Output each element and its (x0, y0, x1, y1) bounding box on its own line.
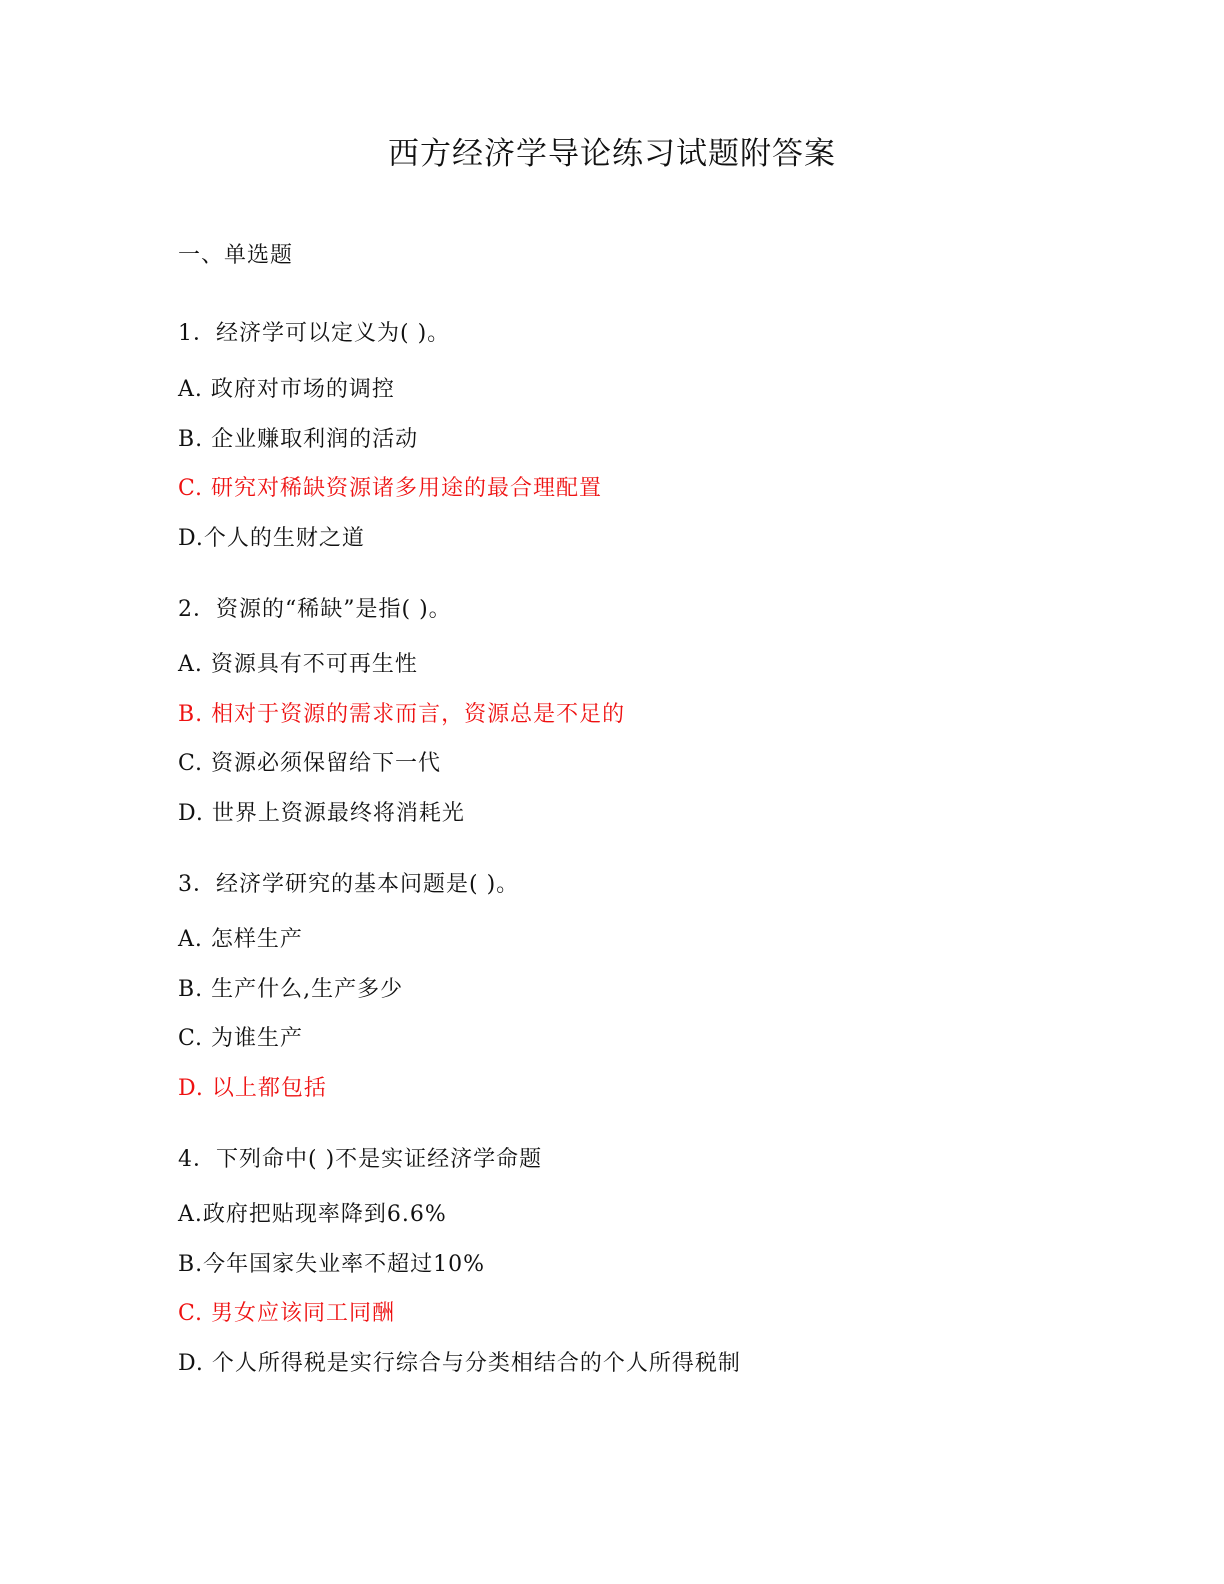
page-title: 西方经济学导论练习试题附答案 (388, 136, 836, 172)
question-4-option-b: B.今年国家失业率不超过10% (178, 1252, 486, 1277)
question-3-option-d-answer: D. 以上都包括 (178, 1076, 327, 1101)
question-1-option-b: B. 企业赚取利润的活动 (178, 427, 419, 452)
question-2: 2．资源的“稀缺”是指( )。 (178, 597, 452, 622)
question-4-option-a: A.政府把贴现率降到6.6% (178, 1202, 447, 1227)
question-4: 4．下列命中( )不是实证经济学命题 (178, 1147, 543, 1172)
section-heading: 一、单选题 (178, 243, 294, 268)
question-3-option-a: A. 怎样生产 (178, 927, 303, 952)
question-2-option-b-answer: B. 相对于资源的需求而言，资源总是不足的 (178, 702, 626, 727)
question-1: 1．经济学可以定义为( )。 (178, 321, 451, 346)
question-1-option-d: D.个人的生财之道 (178, 526, 365, 551)
question-3-option-c: C. 为谁生产 (178, 1026, 304, 1051)
question-4-option-d: D. 个人所得税是实行综合与分类相结合的个人所得税制 (178, 1351, 741, 1376)
question-3: 3．经济学研究的基本问题是( )。 (178, 872, 520, 897)
question-1-option-a: A. 政府对市场的调控 (178, 377, 395, 402)
question-1-option-c-answer: C. 研究对稀缺资源诸多用途的最合理配置 (178, 476, 603, 501)
question-4-option-c-answer: C. 男女应该同工同酬 (178, 1301, 396, 1326)
question-2-option-d: D. 世界上资源最终将消耗光 (178, 801, 465, 826)
question-2-option-c: C. 资源必须保留给下一代 (178, 751, 442, 776)
question-3-option-b: B. 生产什么,生产多少 (178, 977, 404, 1002)
question-2-option-a: A. 资源具有不可再生性 (178, 652, 418, 677)
